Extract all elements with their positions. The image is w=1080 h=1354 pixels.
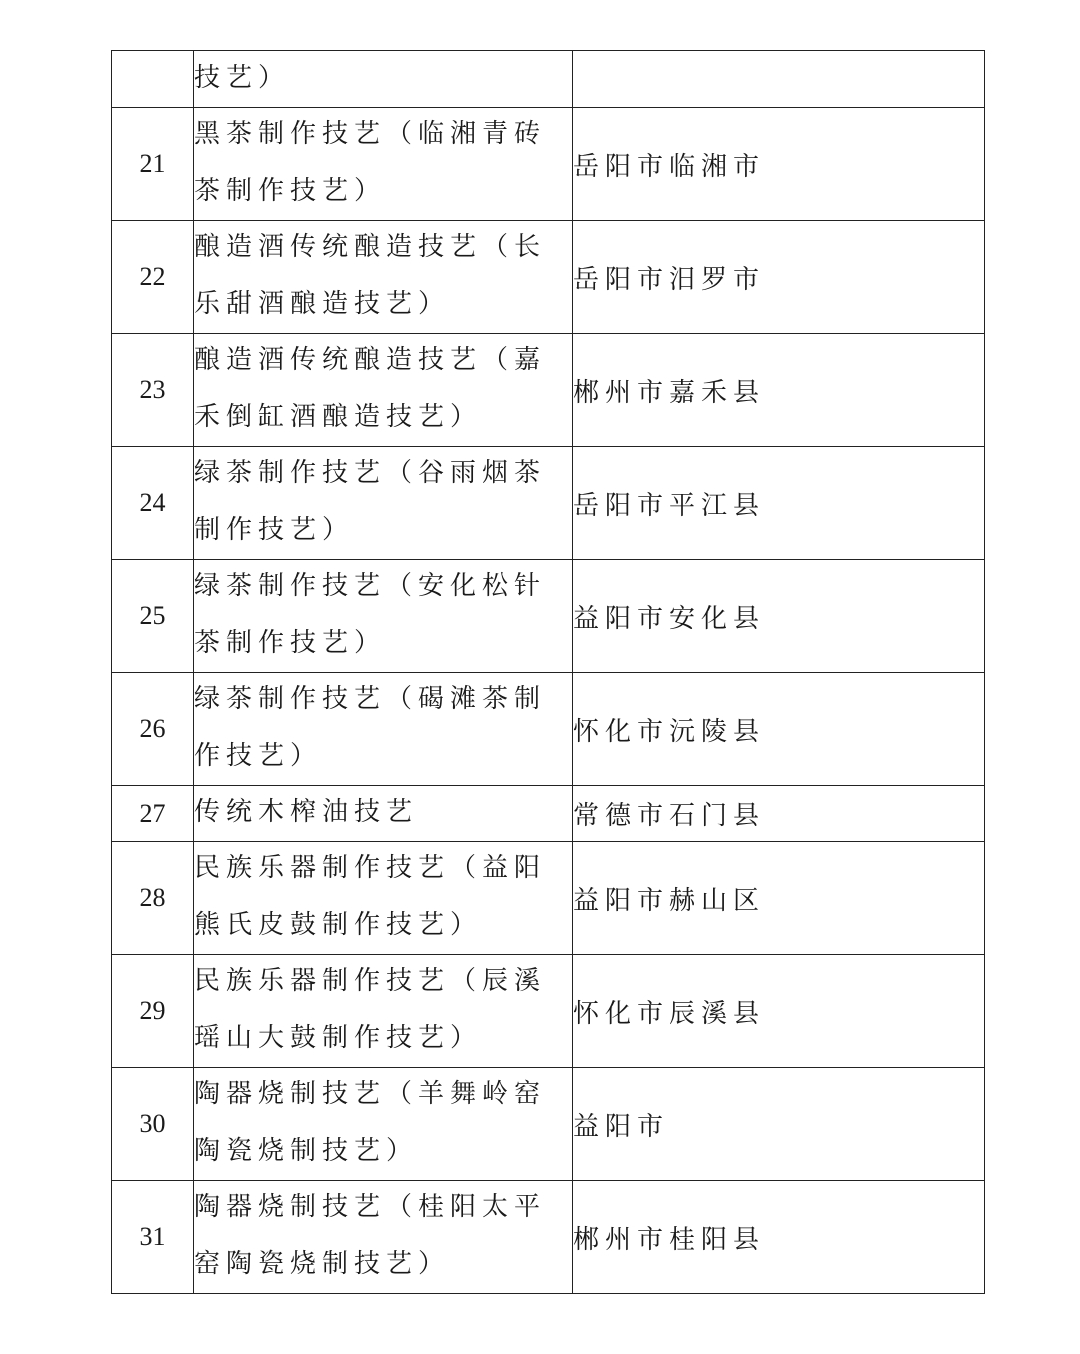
region-cell: 常德市石门县 <box>573 786 985 842</box>
table-row-continuation <box>112 51 985 108</box>
project-name-text: 传统木榨油技艺 <box>194 797 419 827</box>
region-cell: 郴州市嘉禾县 <box>573 334 985 447</box>
project-name-cell <box>194 221 573 334</box>
project-name-cell <box>194 560 573 673</box>
row-number-cell: 31 <box>112 1181 194 1294</box>
table-row <box>112 786 985 842</box>
heritage-list-table <box>111 50 985 1294</box>
project-name-text: 陶器烧制技艺（桂阳太平窑陶瓷烧制技艺） <box>194 1192 547 1279</box>
project-name-cell <box>194 447 573 560</box>
project-name-text: 黑茶制作技艺（临湘青砖茶制作技艺） <box>194 119 547 206</box>
project-name-cell <box>194 51 573 108</box>
region-cell: 益阳市安化县 <box>573 560 985 673</box>
project-name-cell <box>194 334 573 447</box>
region-cell: 岳阳市临湘市 <box>573 108 985 221</box>
table-row <box>112 334 985 447</box>
table-row <box>112 560 985 673</box>
project-name-cell <box>194 108 573 221</box>
region-cell: 郴州市桂阳县 <box>573 1181 985 1294</box>
project-name-text: 技艺） <box>194 62 291 93</box>
region-cell: 怀化市沅陵县 <box>573 673 985 786</box>
table-row <box>112 108 985 221</box>
project-name-text: 民族乐器制作技艺（益阳熊氏皮鼓制作技艺） <box>194 853 547 940</box>
table-row <box>112 1068 985 1181</box>
table-row <box>112 447 985 560</box>
table-row <box>112 955 985 1068</box>
table-row <box>112 221 985 334</box>
table-row <box>112 842 985 955</box>
row-number-cell: 27 <box>112 786 194 842</box>
project-name-cell <box>194 1068 573 1181</box>
row-number-cell: 21 <box>112 108 194 221</box>
table-row <box>112 1181 985 1294</box>
row-number-cell <box>112 51 194 108</box>
region-cell: 怀化市辰溪县 <box>573 955 985 1068</box>
project-name-cell <box>194 673 573 786</box>
project-name-text: 酿造酒传统酿造技艺（长乐甜酒酿造技艺） <box>194 232 547 319</box>
project-name-text: 陶器烧制技艺（羊舞岭窑陶瓷烧制技艺） <box>194 1079 547 1166</box>
region-cell <box>573 51 985 108</box>
project-name-cell <box>194 1181 573 1294</box>
region-cell: 益阳市 <box>573 1068 985 1181</box>
table-row <box>112 673 985 786</box>
row-number-cell: 22 <box>112 221 194 334</box>
row-number-cell: 26 <box>112 673 194 786</box>
row-number-cell: 24 <box>112 447 194 560</box>
project-name-text: 民族乐器制作技艺（辰溪瑶山大鼓制作技艺） <box>194 966 547 1053</box>
row-number-cell: 29 <box>112 955 194 1068</box>
region-cell: 岳阳市汨罗市 <box>573 221 985 334</box>
row-number-cell: 23 <box>112 334 194 447</box>
row-number-cell: 25 <box>112 560 194 673</box>
region-cell: 益阳市赫山区 <box>573 842 985 955</box>
project-name-text: 绿茶制作技艺（谷雨烟茶制作技艺） <box>194 458 547 545</box>
row-number-cell: 28 <box>112 842 194 955</box>
project-name-cell <box>194 786 573 842</box>
project-name-cell <box>194 842 573 955</box>
region-cell: 岳阳市平江县 <box>573 447 985 560</box>
row-number-cell: 30 <box>112 1068 194 1181</box>
project-name-cell <box>194 955 573 1068</box>
project-name-text: 酿造酒传统酿造技艺（嘉禾倒缸酒酿造技艺） <box>194 345 547 432</box>
project-name-text: 绿茶制作技艺（安化松针茶制作技艺） <box>194 571 547 658</box>
project-name-text: 绿茶制作技艺（碣滩茶制作技艺） <box>194 684 547 771</box>
